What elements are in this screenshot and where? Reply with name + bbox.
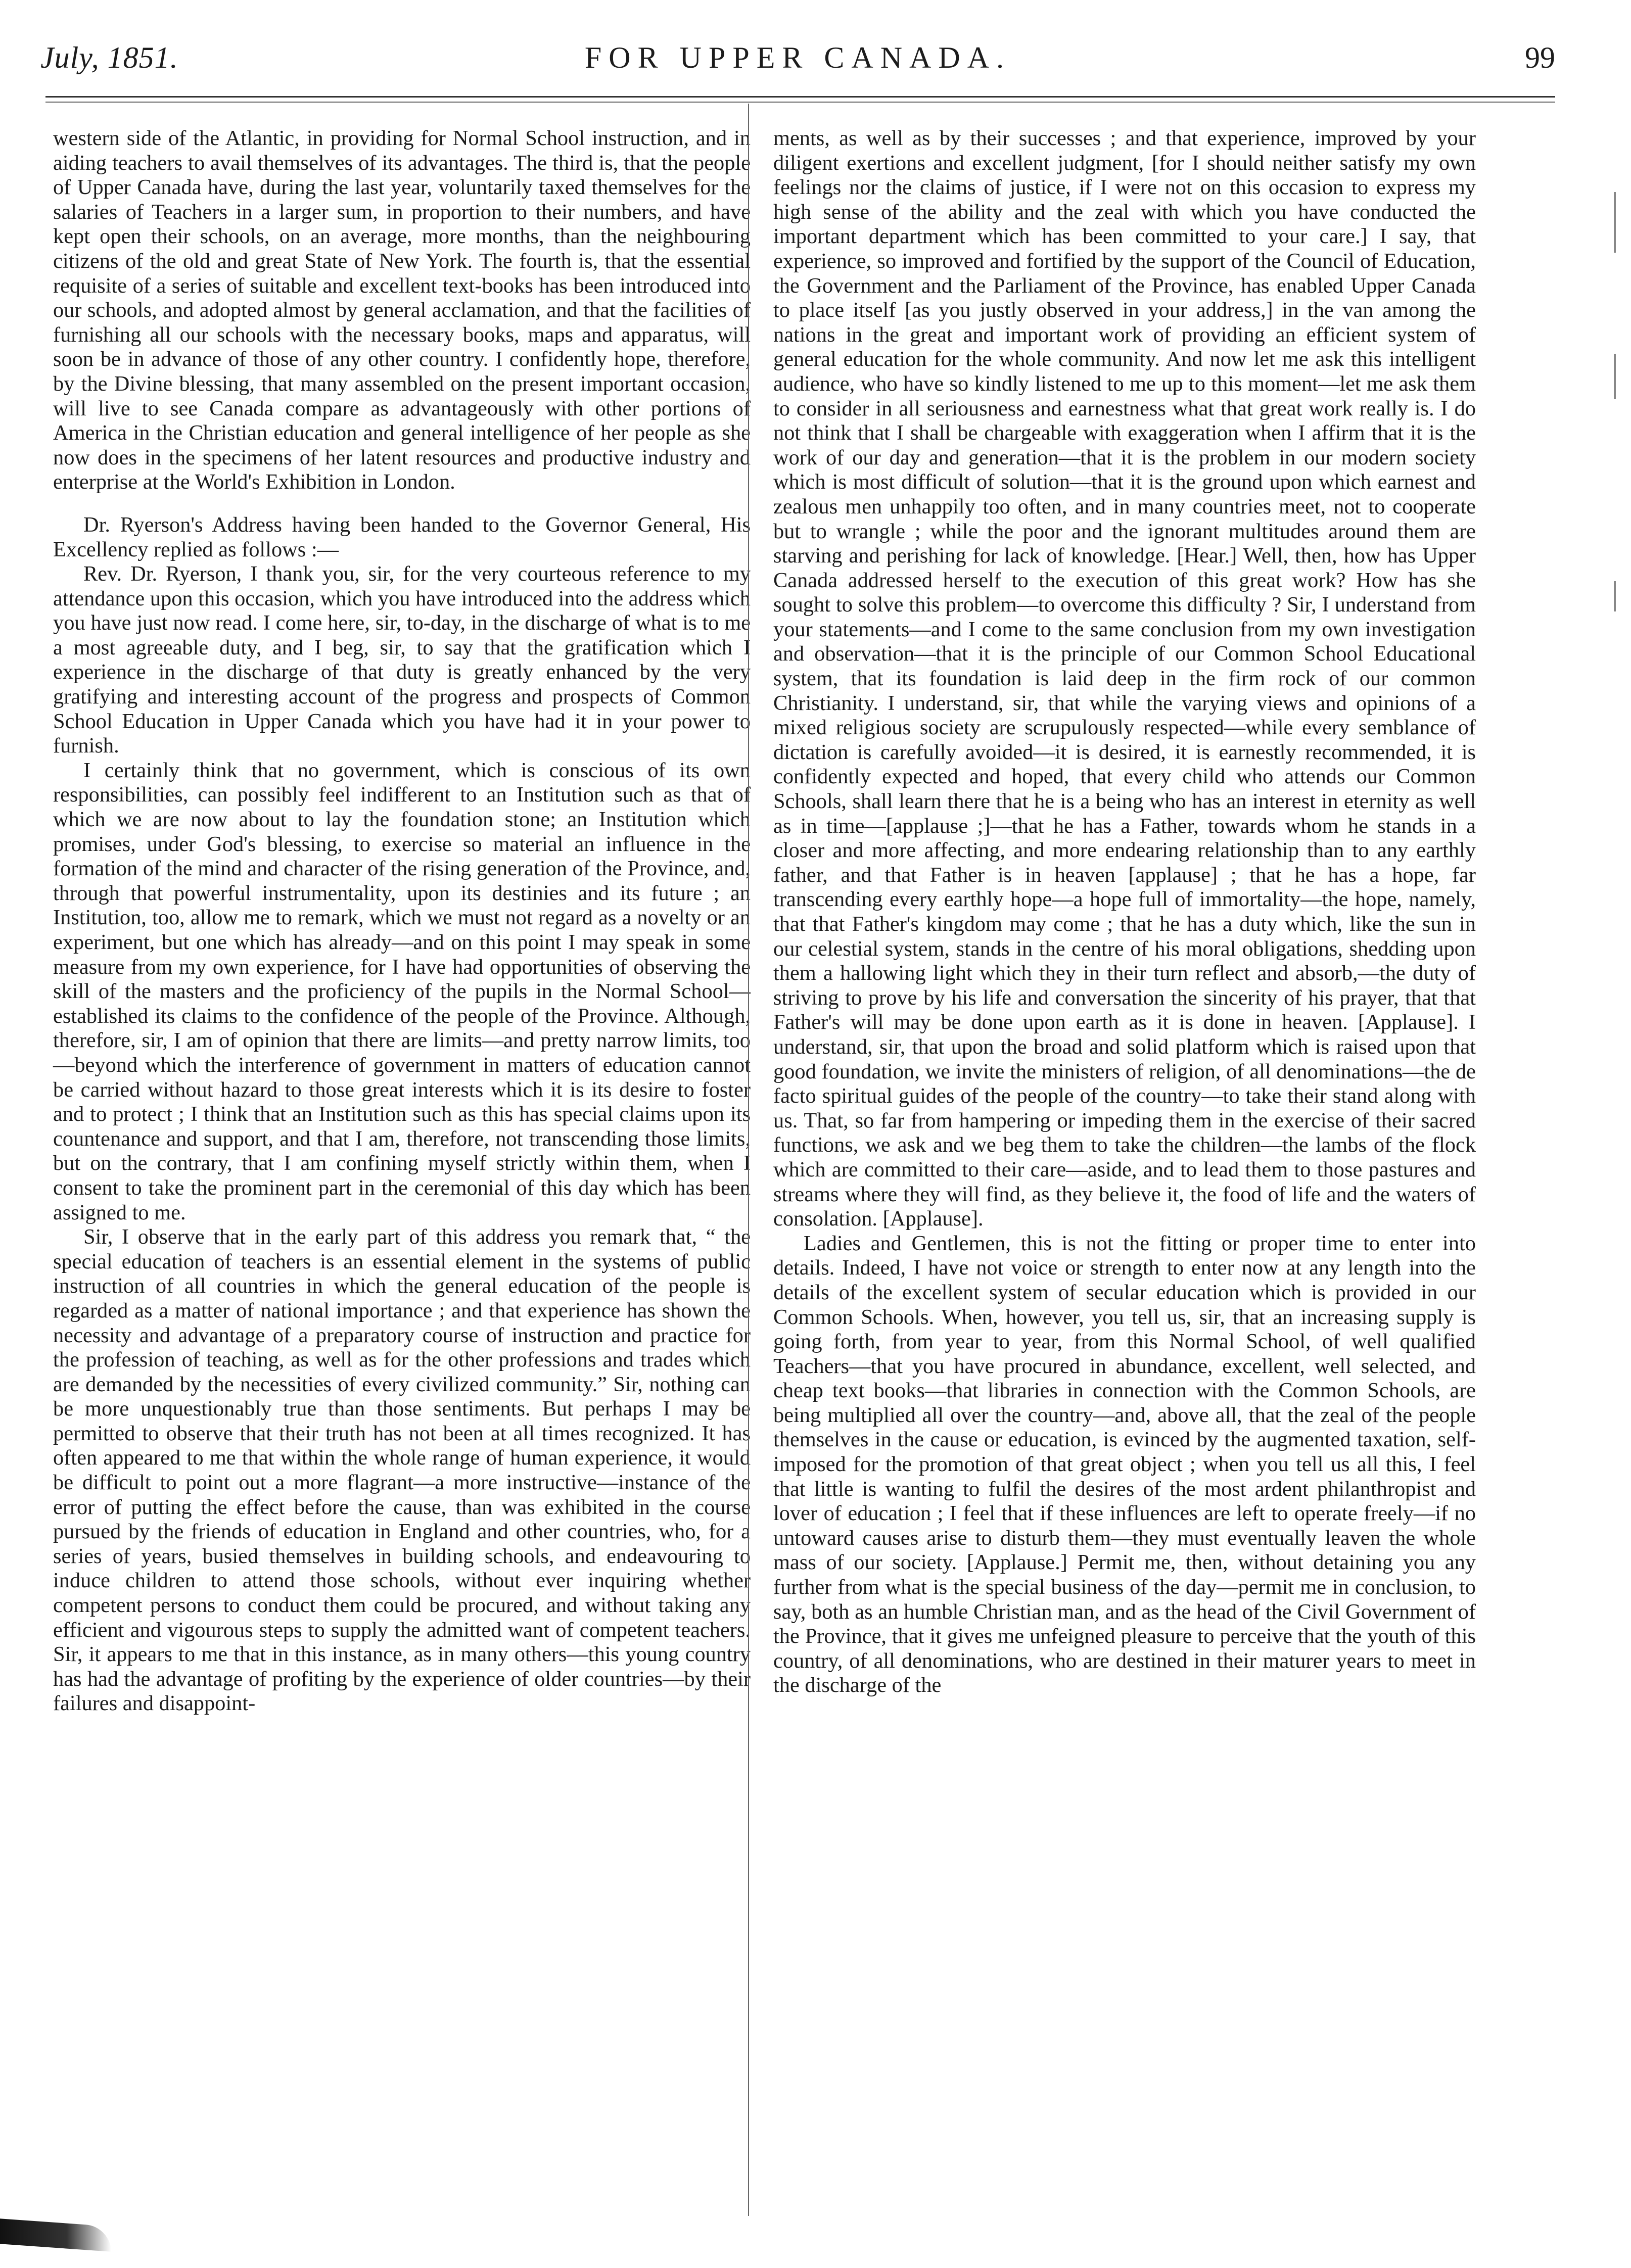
paragraph: Dr. Ryerson's Address having been handed to the Governor General, His Excellency replied as follows :— — [53, 512, 751, 561]
header-title: FOR UPPER CANADA. — [584, 41, 1011, 74]
scan-edge-shadow — [0, 2218, 111, 2251]
page-edge-mark — [1614, 354, 1616, 399]
paragraph: I certainly think that no government, which is conscious of its own responsibilities, can possibly feel indifferent to an Institution such as that of which we are now about to lay the foundation stone; an Institution which promises, under God's blessing, to exercise so material an influence in the formation of the mind and character of the rising generation of the Province, and, through that powerful instrumentality, upon its destinies and its future ; an Institution, too, allow me to remark, which we must not regard as a novelty or an experiment, but one which has already—and on this point I may speak in some measure from my own experience, for I have had opportunities of observing the skill of the masters and the proficiency of the pupils in the Normal School—established its claims to the confidence of the people of the Province. Although, therefore, sir, I am of opinion that there are limits—and pretty narrow limits, too —beyond which the interference of government in matters of education cannot be carried without hazard to those great interests which it is its desire to foster and to protect ; I think that an Institution such as this has special claims upon its countenance and support, and that I am, therefore, not transcending those limits, but on the contrary, that I am confining myself strictly within them, when I consent to take the prominent part in the ceremonial of this day which has been assigned to me. — [53, 758, 751, 1224]
paragraph: Rev. Dr. Ryerson, I thank you, sir, for the very courteous reference to my attendance upon this occasion, which you have introduced into the address which you have just now read. I come here, sir, to-day, in the discharge of what is to me a most agreeable duty, and I beg, sir, to say that the gratification which I experience in the discharge of that duty is greatly enhanced by the very gratifying and interesting account of the progress and prospects of Common School Education in Upper Canada which you have had it in your power to furnish. — [53, 562, 751, 758]
header-date: July, 1851. — [40, 41, 178, 74]
column-divider — [748, 104, 749, 2216]
header-rule — [45, 96, 1555, 103]
page-number: 99 — [1525, 41, 1555, 74]
page-edge-mark — [1614, 192, 1616, 253]
paragraph: Ladies and Gentlemen, this is not the fitting or proper time to enter into details. Indeed, I have not voice or strength to enter now at any length into the details of the excellent system of secular education which is provided in our Common Schools. When, however, you tell us, sir, that an increasing supply is going forth, from year to year, from this Normal School, of well qualified Teachers—that you have procured in abundance, excellent, well selected, and cheap text books—that libraries in connection with the Common Schools, are being multiplied all over the country—and, above all, that the zeal of the people themselves in the cause or education, is evinced by the augmented taxation, self-imposed for the promotion of that great object ; when you tell us all this, I feel that little is wanting to fulfil the desires of the most ardent philanthropist and lover of education ; I feel that if these influences are left to operate freely—if no untoward causes arise to disturb them—they must eventually leaven the whole mass of our society. [Applause.] Permit me, then, without detaining you any further from what is the special business of the day—permit me in conclusion, to say, both as an humble Christian man, and as the head of the Civil Government of the Province, that it gives me unfeigned pleasure to perceive that the youth of this country, of all denominations, who are destined in their maturer years to meet in the discharge of the — [773, 1231, 1476, 1697]
right-column — [773, 126, 1476, 1698]
paragraph: western side of the Atlantic, in providing for Normal School instruction, and in aiding teachers to avail themselves of its advantages. The third is, that the people of Upper Canada have, during the last year, voluntarily taxed themselves for the salaries of Teachers in a larger sum, in proportion to their numbers, and have kept open their schools, on an average, more months, than the neighbouring citizens of the old and great State of New York. The fourth is, that the essential requisite of a series of suitable and excellent text-books has been introduced into our schools, and adopted almost by general acclamation, and that the facilities of furnishing all our schools with the necessary books, maps and apparatus, will soon be in advance of those of any other country. I confidently hope, therefore, by the Divine blessing, that many assembled on the present important occasion, will live to see Canada compare as advantageously with other portions of America in the Christian education and general intelligence of her people as she now does in the specimens of her latent resources and productive industry and enterprise at the World's Exhibition in London. — [53, 126, 751, 494]
left-column — [53, 126, 751, 1716]
paragraph: ments, as well as by their successes ; and that experience, improved by your diligent exertions and excellent judgment, [for I should neither satisfy my own feelings nor the claims of justice, if I were not on this occasion to express my high sense of the ability and the zeal with which you have conducted the important department which has been committed to your care.] I say, that experience, so improved and fortified by the support of the Council of Education, the Government and the Parliament of the Province, has enabled Upper Canada to place itself [as you justly observed in your address,] in the van among the nations in the great and important work of providing an efficient system of general education for the whole community. And now let me ask this intelligent audience, who have so kindly listened to me up to this moment—let me ask them to consider in all seriousness and earnestness what that great work really is. I do not think that I shall be chargeable with exaggeration when I affirm that it is the work of our day and generation—that it is the problem in our modern society which is most difficult of solution—that it is the ground upon which earnest and zealous men unhappily too often, and in many countries meet, not to cooperate but to wrangle ; while the poor and the ignorant multitudes around them are starving and perishing for lack of knowledge. [Hear.] Well, then, how has Upper Canada addressed herself to the execution of this great work? How has she sought to solve this problem—to overcome this difficulty ? Sir, I understand from your statements—and I come to the same conclusion from my own investigation and observation—that it is the principle of our Common School Educational system, that its foundation is laid deep in the firm rock of our common Christianity. I understand, sir, that while the varying views and opinions of a mixed religious society are scrupulously respected—while every semblance of dictation is carefully avoided—it is desired, it is earnestly recommended, it is confidently expected and hoped, that every child who attends our Common Schools, shall learn there that he is a being who has an interest in eternity as well as in time—[applause ;]—that he has a Father, towards whom he stands in a closer and more affecting, and more endearing relationship than to any earthly father, and that Father is in heaven [applause] ; that he has a hope, far transcending every earthly hope—a hope full of immortality—the hope, namely, that that Father's kingdom may come ; that he has a duty which, like the sun in our celestial system, stands in the centre of his moral obligations, shedding upon them a hallowing light which they in their turn reflect and absorb,—the duty of striving to prove by his life and conversation the sincerity of his prayer, that that Father's will may be done upon earth as it is done in heaven. [Applause]. I understand, sir, that upon the broad and solid platform which is raised upon that good foundation, we invite the ministers of religion, of all denominations—the de facto spiritual guides of the people of the country—to take their stand along with us. That, so far from hampering or impeding them in the exercise of their sacred functions, we ask and we beg them to take the children—the lambs of the flock which are committed to their care—aside, and to lead them to those pastures and streams where they will find, as they believe it, the food of life and the waters of consolation. [Applause]. — [773, 126, 1476, 1231]
paragraph: Sir, I observe that in the early part of this address you remark that, “ the special education of teachers is an essential element in the systems of public instruction of all countries in which the general education of the people is regarded as a matter of national importance ; and that experience has shown the necessity and advantage of a preparatory course of instruction and practice for the profession of teaching, as well as for the other professions and trades which are demanded by the necessities of every civilized community.” Sir, nothing can be more unquestionably true than those sentiments. But perhaps I may be permitted to observe that their truth has not been at all times recognized. It has often appeared to me that within the whole range of human experience, it would be difficult to point out a more flagrant—a more instructive—instance of the error of putting the effect before the cause, than was exhibited in the course pursued by the friends of education in England and other countries, who, for a series of years, busied themselves in building schools, and endeavouring to induce children to attend those schools, without ever inquiring whether competent persons to conduct them could be procured, and without taking any efficient and vigourous steps to supply the admitted want of competent teachers. Sir, it appears to me that in this instance, as in many others—this young country has had the advantage of profiting by the experience of older countries—by their failures and disappoint- — [53, 1225, 751, 1716]
page-edge-mark — [1614, 581, 1616, 611]
running-header — [40, 35, 1555, 96]
